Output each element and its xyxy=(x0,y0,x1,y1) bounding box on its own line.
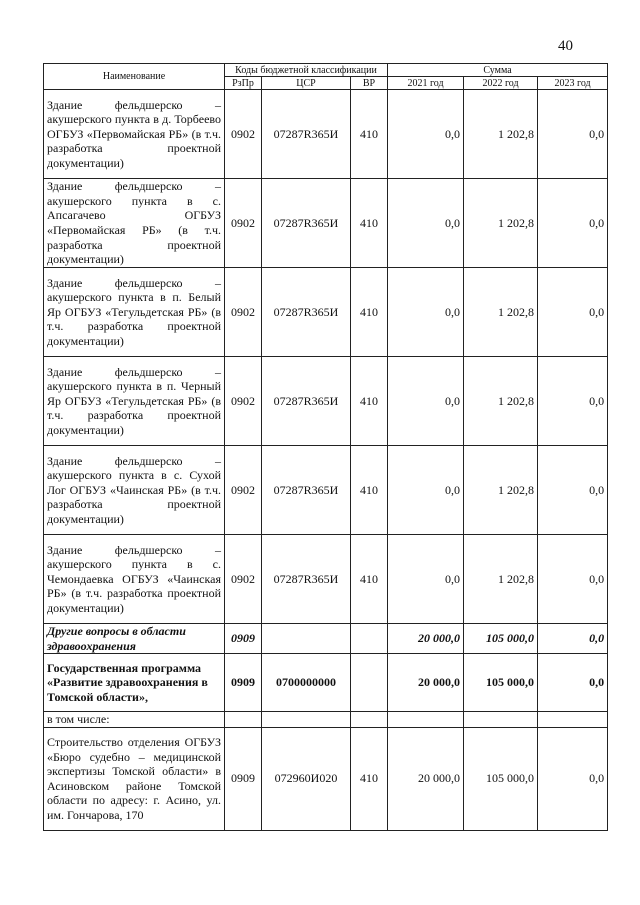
budget-table xyxy=(43,63,608,831)
including-2023 xyxy=(538,712,608,728)
table-row xyxy=(44,90,608,179)
construction-2021: 20 000,0 xyxy=(388,727,464,830)
row-vr: 410 xyxy=(351,446,388,535)
row-2021: 0,0 xyxy=(388,535,464,624)
program-2023: 0,0 xyxy=(538,654,608,712)
program-rzpr: 0909 xyxy=(225,654,262,712)
table-row xyxy=(44,357,608,446)
including-2022 xyxy=(464,712,538,728)
row-csr: 07287R365И xyxy=(262,446,351,535)
header-2022: 2022 год xyxy=(464,77,538,90)
construction-2022: 105 000,0 xyxy=(464,727,538,830)
program-vr xyxy=(351,654,388,712)
row-name: Здание фельдшерско – акушерского пункта в с. Чемондаевка ОГБУЗ «Чаинская РБ» (в т.ч. разработка проектной документации) xyxy=(44,535,225,624)
row-rzpr: 0902 xyxy=(225,179,262,268)
row-csr: 07287R365И xyxy=(262,90,351,179)
including-2021 xyxy=(388,712,464,728)
program-name: Государственная программа «Развитие здравоохранения в Томской области», xyxy=(44,654,225,712)
row-2023: 0,0 xyxy=(538,357,608,446)
program-2022: 105 000,0 xyxy=(464,654,538,712)
header-name: Наименование xyxy=(44,64,225,90)
construction-rzpr: 0909 xyxy=(225,727,262,830)
row-2023: 0,0 xyxy=(538,179,608,268)
row-2023: 0,0 xyxy=(538,90,608,179)
row-2023: 0,0 xyxy=(538,268,608,357)
row-2022: 1 202,8 xyxy=(464,357,538,446)
including-vr xyxy=(351,712,388,728)
row-2022: 1 202,8 xyxy=(464,268,538,357)
row-2022: 1 202,8 xyxy=(464,179,538,268)
program-csr: 0700000000 xyxy=(262,654,351,712)
table-row xyxy=(44,535,608,624)
row-rzpr: 0902 xyxy=(225,357,262,446)
construction-csr: 072960И020 xyxy=(262,727,351,830)
including-row xyxy=(44,712,608,728)
row-2021: 0,0 xyxy=(388,179,464,268)
row-csr: 07287R365И xyxy=(262,179,351,268)
row-name: Здание фельдшерско – акушерского пункта в п. Белый Яр ОГБУЗ «Тегульдетская РБ» (в т.ч. разработка проектной документации) xyxy=(44,268,225,357)
row-name: Здание фельдшерско – акушерского пункта в с. Апсагачево ОГБУЗ «Первомайская РБ» (в т.ч. разработка проектной документации) xyxy=(44,179,225,268)
header-csr: ЦСР xyxy=(262,77,351,90)
header-rzpr: РзПр xyxy=(225,77,262,90)
row-vr: 410 xyxy=(351,90,388,179)
row-rzpr: 0902 xyxy=(225,535,262,624)
row-name: Здание фельдшерско – акушерского пункта в п. Черный Яр ОГБУЗ «Тегульдетская РБ» (в т.ч. разработка проектной документации) xyxy=(44,357,225,446)
section-2022: 105 000,0 xyxy=(464,624,538,654)
row-2021: 0,0 xyxy=(388,446,464,535)
row-rzpr: 0902 xyxy=(225,268,262,357)
row-vr: 410 xyxy=(351,357,388,446)
construction-vr: 410 xyxy=(351,727,388,830)
table-row xyxy=(44,446,608,535)
row-name: Здание фельдшерско – акушерского пункта в с. Сухой Лог ОГБУЗ «Чаинская РБ» (в т.ч. разработка проектной документации) xyxy=(44,446,225,535)
section-rzpr: 0909 xyxy=(225,624,262,654)
row-vr: 410 xyxy=(351,268,388,357)
row-name: Здание фельдшерско – акушерского пункта в д. Торбеево ОГБУЗ «Первомайская РБ» (в т.ч. разработка проектной документации) xyxy=(44,90,225,179)
header-2021: 2021 год xyxy=(388,77,464,90)
row-2022: 1 202,8 xyxy=(464,535,538,624)
header-codes-group: Коды бюджетной классификации xyxy=(225,64,388,77)
section-2021: 20 000,0 xyxy=(388,624,464,654)
section-vr xyxy=(351,624,388,654)
row-csr: 07287R365И xyxy=(262,535,351,624)
row-2022: 1 202,8 xyxy=(464,90,538,179)
row-vr: 410 xyxy=(351,179,388,268)
row-rzpr: 0902 xyxy=(225,446,262,535)
row-2021: 0,0 xyxy=(388,268,464,357)
section-row xyxy=(44,624,608,654)
table-row xyxy=(44,268,608,357)
program-2021: 20 000,0 xyxy=(388,654,464,712)
including-label: в том числе: xyxy=(44,712,225,728)
section-2023: 0,0 xyxy=(538,624,608,654)
row-2021: 0,0 xyxy=(388,357,464,446)
header-sum-group: Сумма xyxy=(388,64,608,77)
program-row xyxy=(44,654,608,712)
row-rzpr: 0902 xyxy=(225,90,262,179)
construction-name: Строительство отделения ОГБУЗ «Бюро судебно – медицинской экспертизы Томской области» в Асиновском районе Томской области по адресу: г. Асино, ул. им. Гончарова, 170 xyxy=(44,727,225,830)
section-name: Другие вопросы в области здравоохранения xyxy=(44,624,225,654)
table-row xyxy=(44,179,608,268)
row-csr: 07287R365И xyxy=(262,357,351,446)
construction-row xyxy=(44,727,608,830)
row-2023: 0,0 xyxy=(538,535,608,624)
header-2023: 2023 год xyxy=(538,77,608,90)
including-rzpr xyxy=(225,712,262,728)
row-2023: 0,0 xyxy=(538,446,608,535)
page-number: 40 xyxy=(558,38,573,54)
row-vr: 410 xyxy=(351,535,388,624)
construction-2023: 0,0 xyxy=(538,727,608,830)
header-vr: ВР xyxy=(351,77,388,90)
section-csr xyxy=(262,624,351,654)
row-2022: 1 202,8 xyxy=(464,446,538,535)
including-csr xyxy=(262,712,351,728)
row-2021: 0,0 xyxy=(388,90,464,179)
row-csr: 07287R365И xyxy=(262,268,351,357)
